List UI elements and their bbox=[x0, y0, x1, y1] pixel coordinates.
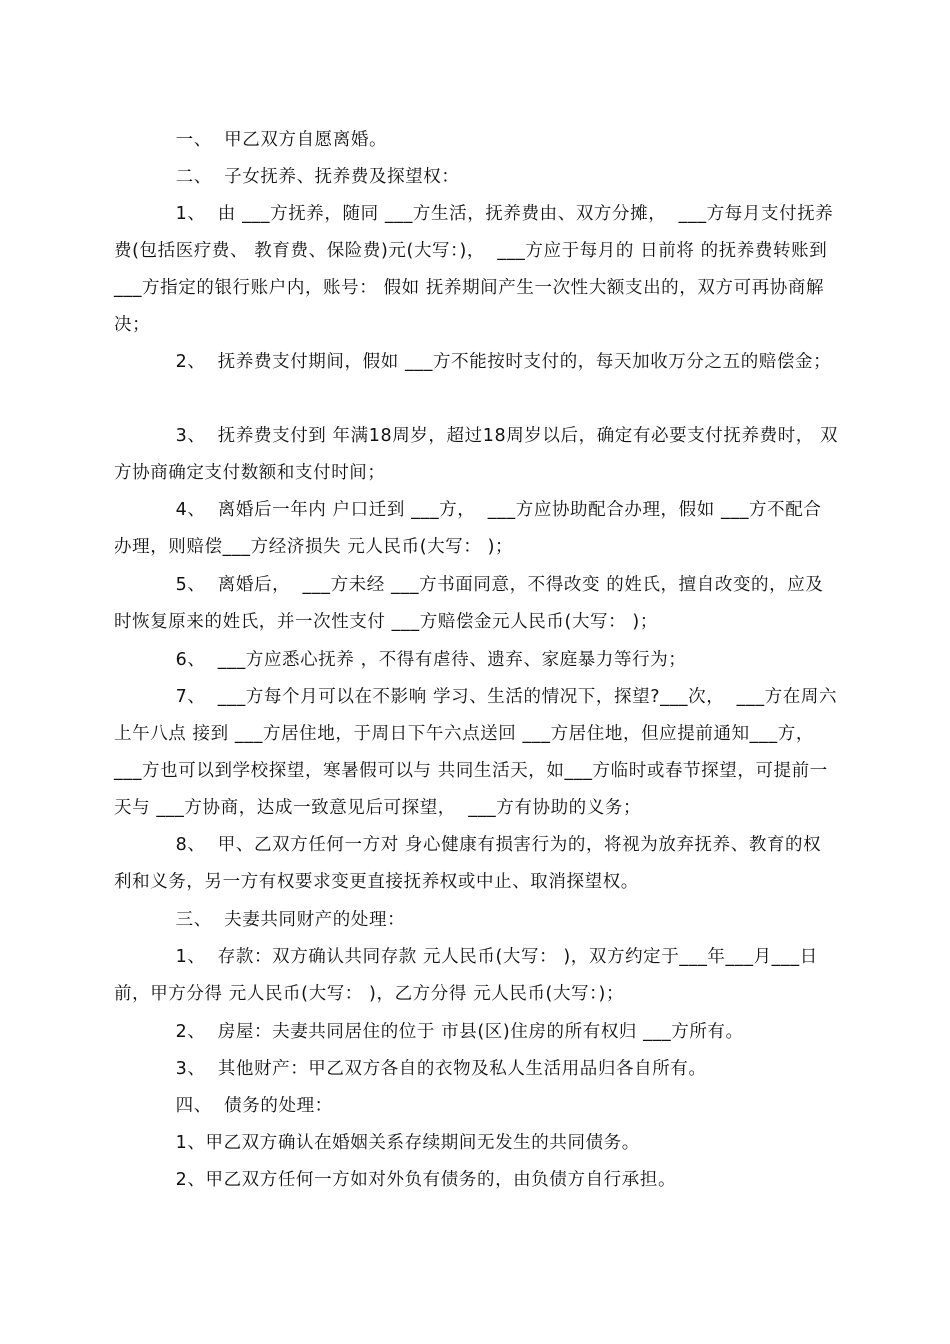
section-3-heading: 三、 夫妻共同财产的处理： bbox=[114, 910, 406, 930]
section-4-item-1: 1、甲乙双方确认在婚姻关系存续期间无发生的共同债务。 bbox=[114, 1133, 640, 1153]
section-4-item-2: 2、甲乙双方任何一方如对外负有债务的，由负债方自行承担。 bbox=[114, 1170, 677, 1190]
section-3-item-1: 1、 存款：双方确认共同存款 元人民币(大写： )，双方约定于___年___月___日前，甲方分得 元人民币(大写： )，乙方分得 元人民币(大写：)； bbox=[114, 947, 818, 1004]
section-2-item-5: 5、 离婚后， ___方未经 ___方书面同意，不得改变 的姓氏，擅自改变的，应及时恢复原来的姓氏，并一次性支付 ___方赔偿金元人民币(大写： )； bbox=[114, 575, 824, 632]
section-2-item-8: 8、 甲、乙双方任何一方对 身心健康有损害行为的，将视为放弃抚养、教育的权利和义务，另一方有权要求变更直接抚养权或中止、取消探望权。 bbox=[114, 835, 822, 892]
section-2-heading: 二、 子女抚养、抚养费及探望权： bbox=[114, 167, 460, 187]
section-2-item-4: 4、 离婚后一年内 户口迁到 ___方， ___方应协助配合办理，假如 ___方不配合办理，则赔偿___方经济损失 元人民币(大写： )； bbox=[114, 500, 822, 557]
section-1-heading: 一、 甲乙双方自愿离婚。 bbox=[114, 130, 388, 150]
section-2-item-2: 2、 抚养费支付期间，假如 ___方不能按时支付的，每天加收万分之五的赔偿金； bbox=[114, 352, 832, 372]
section-2-item-7: 7、 ___方每个月可以在不影响 学习、生活的情况下，探望?___次， ___方在周六上午八点 接到 ___方居住地，于周日下午六点送回 ___方居住地，但应提前通知___方，___方也可以到学校探望，寒暑假可以与 共同生活天，如___方临时或春节探望，可提前一天与 ___方协商，达成一致意见后可探望， ___方有协助的义务； bbox=[114, 687, 838, 818]
section-2-item-6: 6、 ___方应悉心抚养 ，不得有虐待、遗弃、家庭暴力等行为； bbox=[114, 650, 687, 670]
section-3-item-3: 3、 其他财产：甲乙双方各自的衣物及私人生活用品归各自所有。 bbox=[114, 1059, 707, 1079]
section-2-item-1: 1、 由 ___方抚养，随同 ___方生活，抚养费由、双方分摊， ___方每月支付抚养费(包括医疗费、 教育费、保险费)元(大写：)， ___方应于每月的 日前将 的抚养费转账到___方指定的银行账户内，账号： 假如 抚养期间产生一次性大额支出的，双方可再协商解决； bbox=[114, 204, 834, 335]
section-2-item-3: 3、 抚养费支付到 年满18周岁，超过18周岁以后，确定有必要支付抚养费时， 双方协商确定支付数额和支付时间； bbox=[114, 426, 839, 483]
section-4-heading: 四、 债务的处理： bbox=[114, 1096, 333, 1116]
section-3-item-2: 2、 房屋：夫妻共同居住的位于 市县(区)住房的所有权归 ___方所有。 bbox=[114, 1022, 744, 1042]
